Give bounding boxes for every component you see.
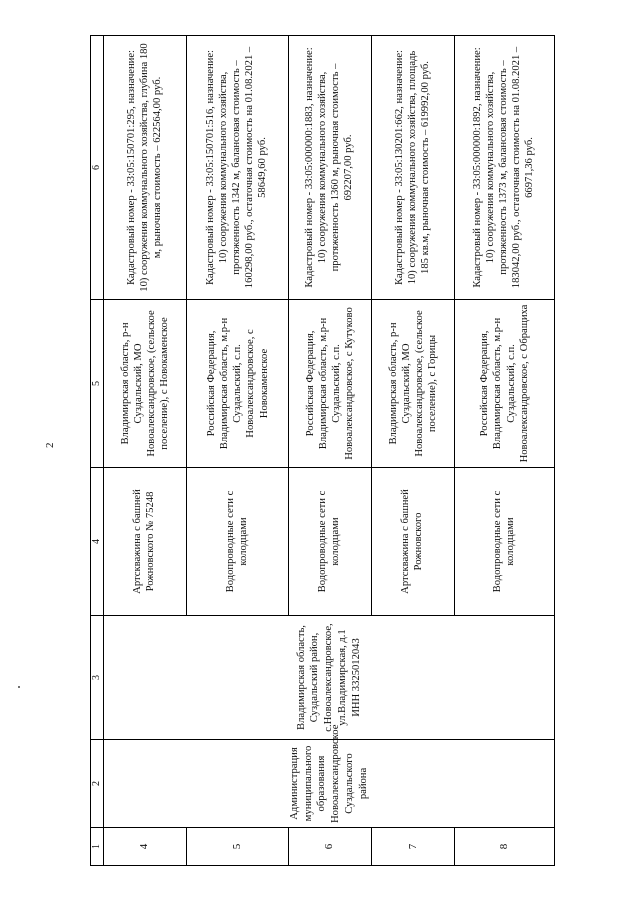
page-number: 2 [44, 442, 56, 448]
owner-address-cell: Владимирская область, Суздальский район, с.Новоалександровское, ул.Владимирская, д.1 ИНН 3325012043 [104, 616, 555, 740]
object-name-cell: Водопроводные сети с колодцами [187, 468, 289, 616]
object-address-cell: Российская Федерация, Владимирская область, м.р-н Суздальский, с.п. Новоалександровское, с Новокаменское [187, 300, 289, 468]
row-number: 8 [455, 828, 555, 866]
row-number: 6 [289, 828, 372, 866]
object-details-cell: Кадастровый номер - 33:05:150701:516, назначение: 10) сооружения коммунального хозяйства, протяженность 1342 м, балансовая стоимость – 160298,00 руб., остаточная стоимость на 01.08.2021 – 58649,60 руб. [187, 36, 289, 300]
column-header: 5 [91, 300, 104, 468]
object-name-cell: Водопроводные сети с колодцами [289, 468, 372, 616]
object-address-cell: Российская Федерация, Владимирская область, м.р-н Суздальский, с.п. Новоалександровское, с Обращиха [455, 300, 555, 468]
object-name-cell: Артскважина с башней Рожновского № 75248 [104, 468, 187, 616]
object-name-cell: Водопроводные сети с колодцами [455, 468, 555, 616]
object-details-cell: Кадастровый номер - 33:05:000000:1892, назначение: 10) сооружения коммунального хозяйства, протяженность 1373 м, балансовая стоимость – 183042,00 руб., остаточная стоимость на 01.08.2021 – 66971,36 руб. [455, 36, 555, 300]
property-table [90, 35, 555, 866]
object-address-cell: Владимирская область, р-н Суздальский, МО Новоалександровское, (сельское поселение), с Новокаменское [104, 300, 187, 468]
row-number: 7 [372, 828, 455, 866]
column-header: 1 [91, 828, 104, 866]
column-header: 2 [91, 740, 104, 828]
property-table-rotated [90, 36, 555, 866]
table-header-row [91, 36, 104, 866]
scan-speck [18, 686, 20, 688]
object-details-cell: Кадастровый номер - 33:05:000000:1883, назначение: 10) сооружения коммунального хозяйства, протяженность 1360 м, рыночная стоимость – 692207,00 руб. [289, 36, 372, 300]
column-header: 6 [91, 36, 104, 300]
object-details-cell: Кадастровый номер - 33:05:130201:662, назначение: 10) сооружения коммунального хозяйства, площадь 185 кв.м, рыночная стоимость – 619992,00 руб. [372, 36, 455, 300]
object-details-cell: Кадастровый номер - 33:05:150701:295, назначение: 10) сооружения коммунального хозяйства, глубина 180 м, рыночная стоимость – 622564,00 руб. [104, 36, 187, 300]
owner-name-cell: Администрация муниципального образования Новоалександровское Суздальского района [104, 740, 555, 828]
object-address-cell: Российская Федерация, Владимирская область, м.р-н Суздальский, с.п. Новоалександровское, с Кутуково [289, 300, 372, 468]
column-header: 3 [91, 616, 104, 740]
object-name-cell: Артскважина с башней Рожновского [372, 468, 455, 616]
column-header: 4 [91, 468, 104, 616]
table-row [104, 36, 187, 866]
row-number: 4 [104, 828, 187, 866]
row-number: 5 [187, 828, 289, 866]
object-address-cell: Владимирская область, р-н Суздальский, МО Новоалександровское, (сельское поселение), с Горицы [372, 300, 455, 468]
